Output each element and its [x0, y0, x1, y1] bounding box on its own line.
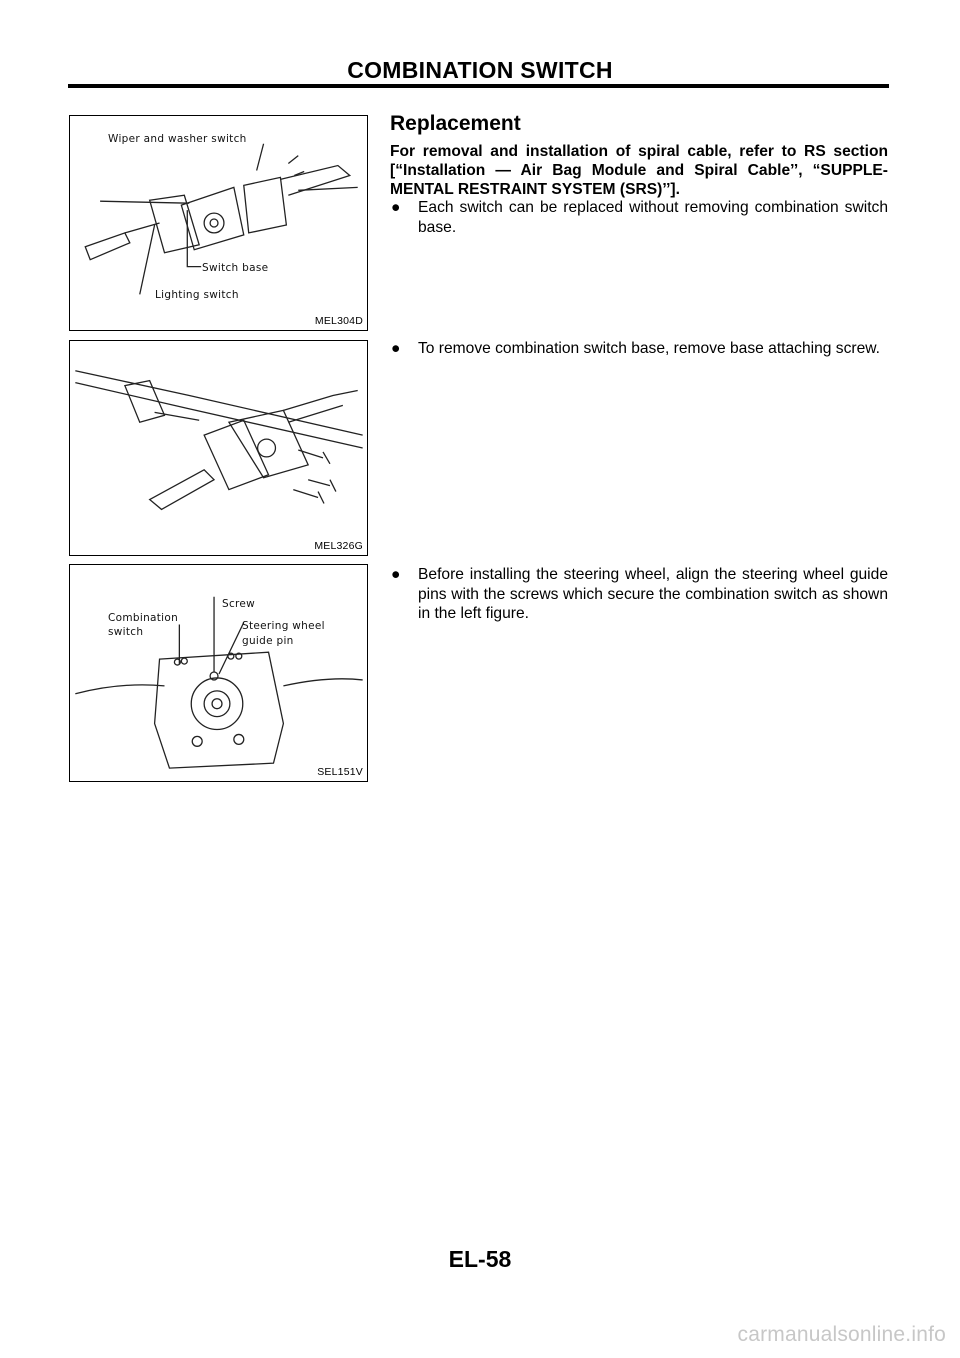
page-number: EL-58	[448, 1246, 512, 1272]
bullet-text: Each switch can be replaced without removing combination switch base.	[418, 199, 888, 236]
label-screw: Screw	[222, 598, 256, 610]
label-wiper-washer-switch: Wiper and washer switch	[108, 133, 247, 145]
bullet-dot-icon: ●	[391, 566, 401, 583]
figure-code: SEL151V	[317, 766, 363, 778]
section-title: Replacement	[390, 112, 521, 135]
label-guide-pin: guide pin	[242, 635, 294, 647]
bullet-text: Before installing the steering wheel, align the steering wheel guide pins with the screws which secure the combination switch as shown in the left figure.	[418, 566, 888, 622]
switch-base-removal-illustration	[70, 341, 367, 555]
label-steering-wheel: Steering wheel	[242, 620, 325, 632]
figure-guide-pin-alignment	[69, 564, 368, 782]
figure-switch-base-removal	[69, 340, 368, 556]
figure-code: MEL304D	[314, 315, 363, 327]
label-switch-base: Switch base	[202, 262, 269, 274]
watermark: carmanualsonline.info	[737, 1323, 946, 1346]
bullet-item	[390, 198, 888, 237]
label-combination: Combination	[108, 612, 179, 624]
header-rule	[68, 84, 889, 88]
label-lighting-switch: Lighting switch	[155, 289, 239, 301]
bullet-dot-icon: ●	[391, 340, 401, 357]
bullet-item	[390, 339, 888, 359]
label-switch: switch	[108, 626, 144, 638]
bullet-item	[390, 565, 888, 624]
guide-pin-illustration	[70, 565, 367, 781]
section-intro: For removal and installation of spiral cable, refer to RS section [“Installation — Air Bag Module and Spiral Cable’’, “SUPPLE-MENTAL RESTRAINT SYSTEM (SRS)’’].	[390, 143, 888, 198]
bullet-text: To remove combination switch base, remove base attaching screw.	[418, 340, 880, 357]
page-header-title: COMBINATION SWITCH	[347, 57, 613, 83]
figure-wiper-switch	[69, 115, 368, 331]
figure-code: MEL326G	[314, 540, 363, 552]
bullet-dot-icon: ●	[391, 199, 401, 216]
